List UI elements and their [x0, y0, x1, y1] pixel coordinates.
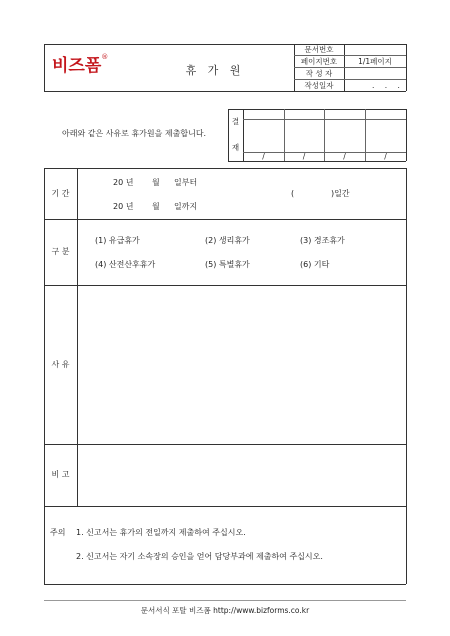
approval-label-1: 결	[231, 117, 240, 126]
page-title: 휴 가 원	[185, 64, 245, 77]
notes-item-1: 1. 신고서는 휴가의 전일까지 제출하여 주십시오.	[76, 528, 246, 537]
category-option-maternity: (4) 산전산후휴가	[95, 260, 156, 269]
remarks-field[interactable]	[78, 445, 406, 506]
period-from-year: 20 년	[113, 178, 134, 187]
meta-label-author: 작 성 자	[305, 69, 333, 78]
meta-label-page-no: 페이지번호	[300, 57, 338, 66]
meta-label-doc-no: 문서번호	[304, 45, 334, 54]
period-from-month: 월	[152, 178, 160, 187]
footer-divider	[44, 600, 406, 601]
period-from-day: 일부터	[174, 178, 198, 187]
meta-label-date: 작성일자	[304, 81, 334, 90]
period-to-day: 일까지	[174, 202, 198, 211]
category-option-other: (6) 기타	[300, 260, 330, 269]
period-paren-open: (	[291, 189, 295, 198]
approval-slash: /	[343, 152, 346, 161]
category-option-paid: (1) 유급휴가	[95, 236, 140, 245]
approval-slash: /	[384, 152, 387, 161]
category-option-family-event: (3) 경조휴가	[300, 236, 345, 245]
category-option-special: (5) 특별휴가	[205, 260, 250, 269]
notes-label: 주의	[50, 528, 66, 537]
category-option-menstrual: (2) 생리휴가	[205, 236, 250, 245]
logo	[52, 55, 132, 77]
reason-label: 사 유	[51, 360, 70, 369]
approval-slash: /	[262, 152, 265, 161]
category-label: 구 분	[51, 247, 70, 256]
notes-item-2: 2. 신고서는 자기 소속장의 승인을 얻어 담당부과에 제출하여 주십시오.	[76, 552, 323, 561]
meta-value-page-no: 1/1페이지	[358, 57, 392, 66]
footer-text: 문서서식 포탈 비즈폼 http://www.bizforms.co.kr	[140, 606, 310, 615]
intro-text: 아래와 같은 사유로 휴가원을 제출합니다.	[62, 129, 207, 138]
approval-label-2: 재	[231, 143, 240, 152]
approval-slash: /	[302, 152, 306, 161]
period-to-year: 20 년	[113, 202, 134, 211]
reason-field[interactable]	[78, 286, 406, 444]
period-to-month: 월	[152, 202, 160, 211]
meta-value-date: . . .	[372, 81, 404, 90]
registered-mark: ®	[101, 53, 109, 61]
period-label: 기 간	[51, 189, 70, 198]
remarks-label: 비 고	[51, 470, 70, 479]
period-days: )일간	[331, 189, 350, 198]
logo-text: 비즈폼	[52, 56, 102, 76]
